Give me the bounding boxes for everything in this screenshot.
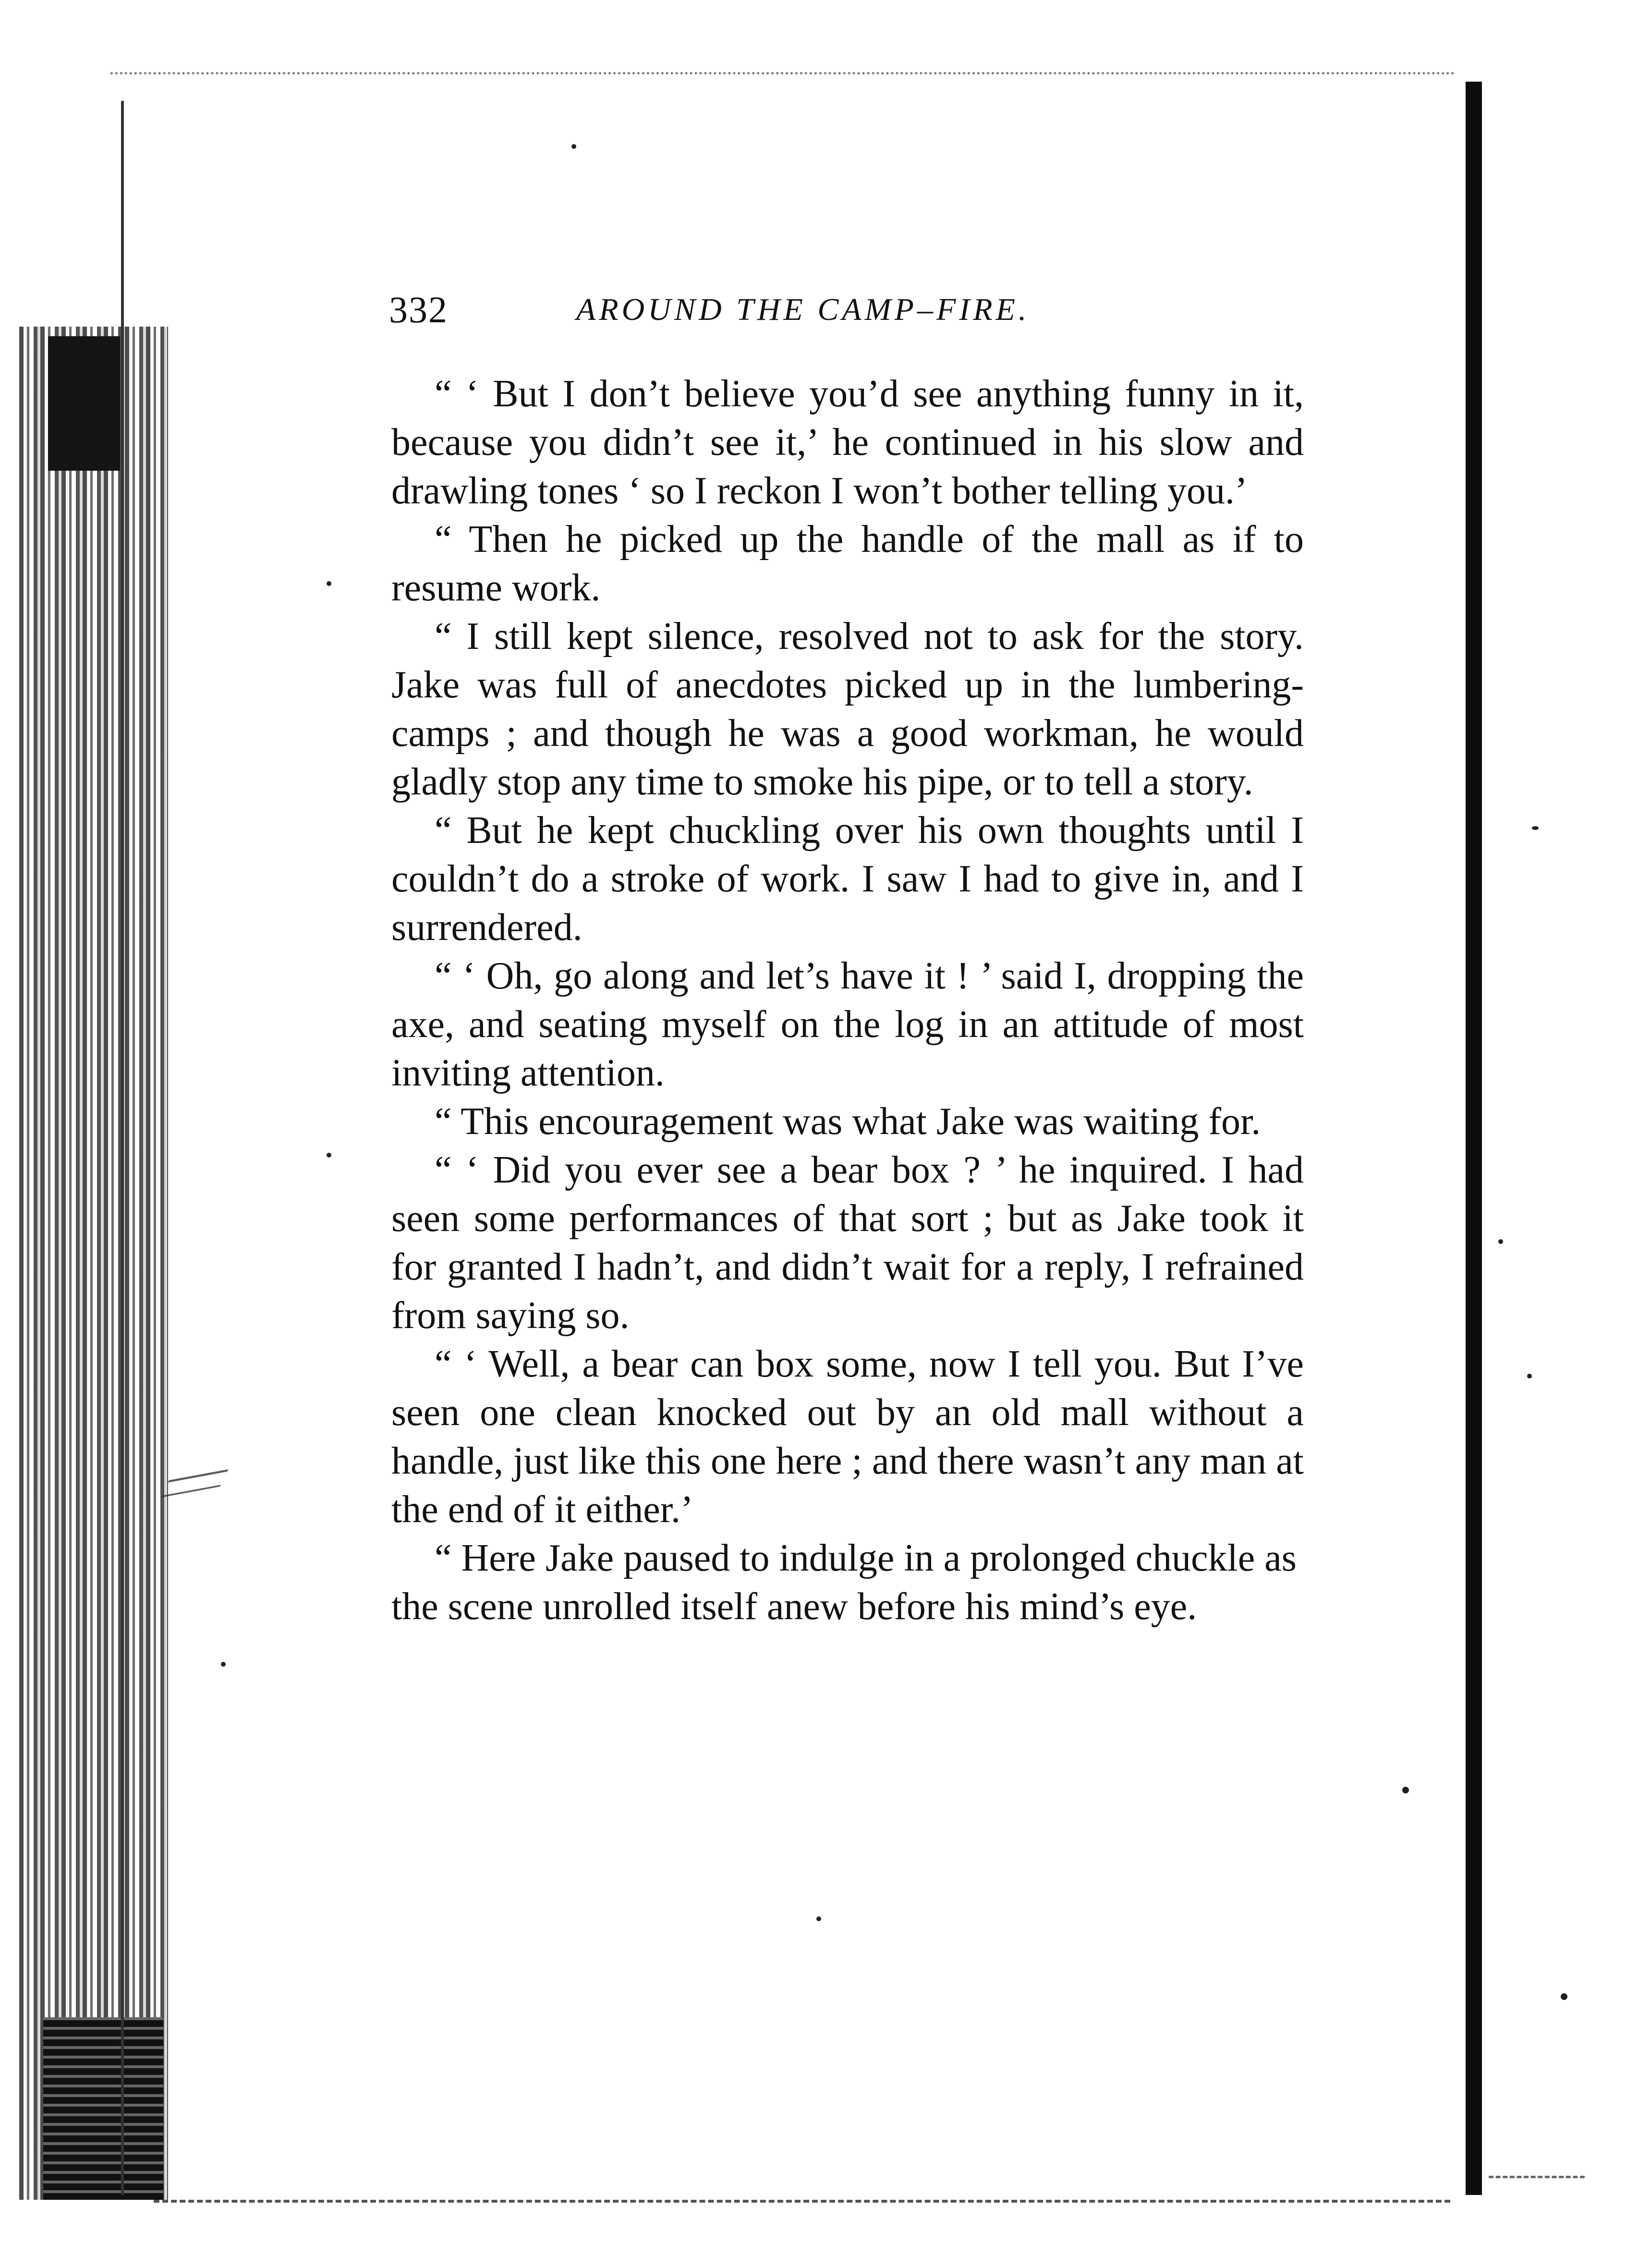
body-text bbox=[391, 370, 1304, 1631]
dust-speck bbox=[1402, 1787, 1409, 1793]
binding-dark-patch-bottom bbox=[43, 2017, 163, 2200]
paragraph: “ This encouragement was what Jake was waiting for. bbox=[435, 1100, 1261, 1143]
running-title: AROUND THE CAMP–FIRE. bbox=[576, 292, 1030, 327]
paragraph: “ But he kept chuckling over his own thoughts until I couldn’t do a stroke of work. I saw I had to give in, and I surrendered. bbox=[391, 809, 1304, 949]
running-head bbox=[389, 283, 1325, 336]
page-bottom-edge-right bbox=[1489, 2176, 1585, 2178]
dust-speck bbox=[1527, 1374, 1532, 1378]
dust-speck bbox=[816, 1916, 821, 1921]
dust-speck bbox=[327, 581, 331, 586]
paragraph: “ ‘ Well, a bear can box some, now I tell you. But I’ve seen one clean knocked out by an old mall without a handle, just like this one here ; and there wasn’t any man at the end of it either.’ bbox=[391, 1343, 1304, 1531]
dust-speck bbox=[327, 1153, 331, 1158]
stray-pen-mark bbox=[160, 1469, 228, 1498]
dust-speck bbox=[1498, 1239, 1503, 1244]
paragraph: “ Here Jake paused to indulge in a prolonged chuckle as the scene unrolled itself anew before his mind’s eye. bbox=[391, 1537, 1297, 1628]
dust-speck bbox=[1561, 1993, 1567, 2000]
dust-speck bbox=[571, 144, 576, 149]
book-binding-shadow bbox=[19, 327, 168, 2200]
paragraph: “ ‘ Oh, go along and let’s have it ! ’ said I, dropping the axe, and seating myself on the log in an attitude of most inviting attention. bbox=[391, 955, 1304, 1094]
paragraph: “ Then he picked up the handle of the mall as if to resume work. bbox=[391, 518, 1304, 609]
dust-speck bbox=[221, 1662, 226, 1667]
page-number: 332 bbox=[389, 289, 448, 330]
paragraph: “ I still kept silence, resolved not to ask for the story. Jake was full of anecdotes picked up in the lumbering-camps ; and though he was a good workman, he would gladly stop any time to smoke his pipe, or to tell a story. bbox=[391, 615, 1304, 803]
page-left-edge bbox=[121, 101, 124, 2195]
page-right-edge-shadow bbox=[1466, 82, 1482, 2195]
paragraph: “ ‘ But I don’t believe you’d see anything funny in it, because you didn’t see it,’ he continued in his slow and drawling tones ‘ so I reckon I won’t bother telling you.’ bbox=[391, 373, 1304, 512]
dust-speck bbox=[1532, 826, 1539, 830]
page-top-edge bbox=[110, 72, 1455, 74]
paragraph: “ ‘ Did you ever see a bear box ? ’ he inquired. I had seen some performances of that sort ; but as Jake took it for granted I hadn’t, and didn’t wait for a reply, I refrained from saying so. bbox=[391, 1149, 1304, 1337]
binding-dark-patch-top bbox=[48, 336, 120, 471]
page-bottom-edge bbox=[154, 2200, 1450, 2203]
